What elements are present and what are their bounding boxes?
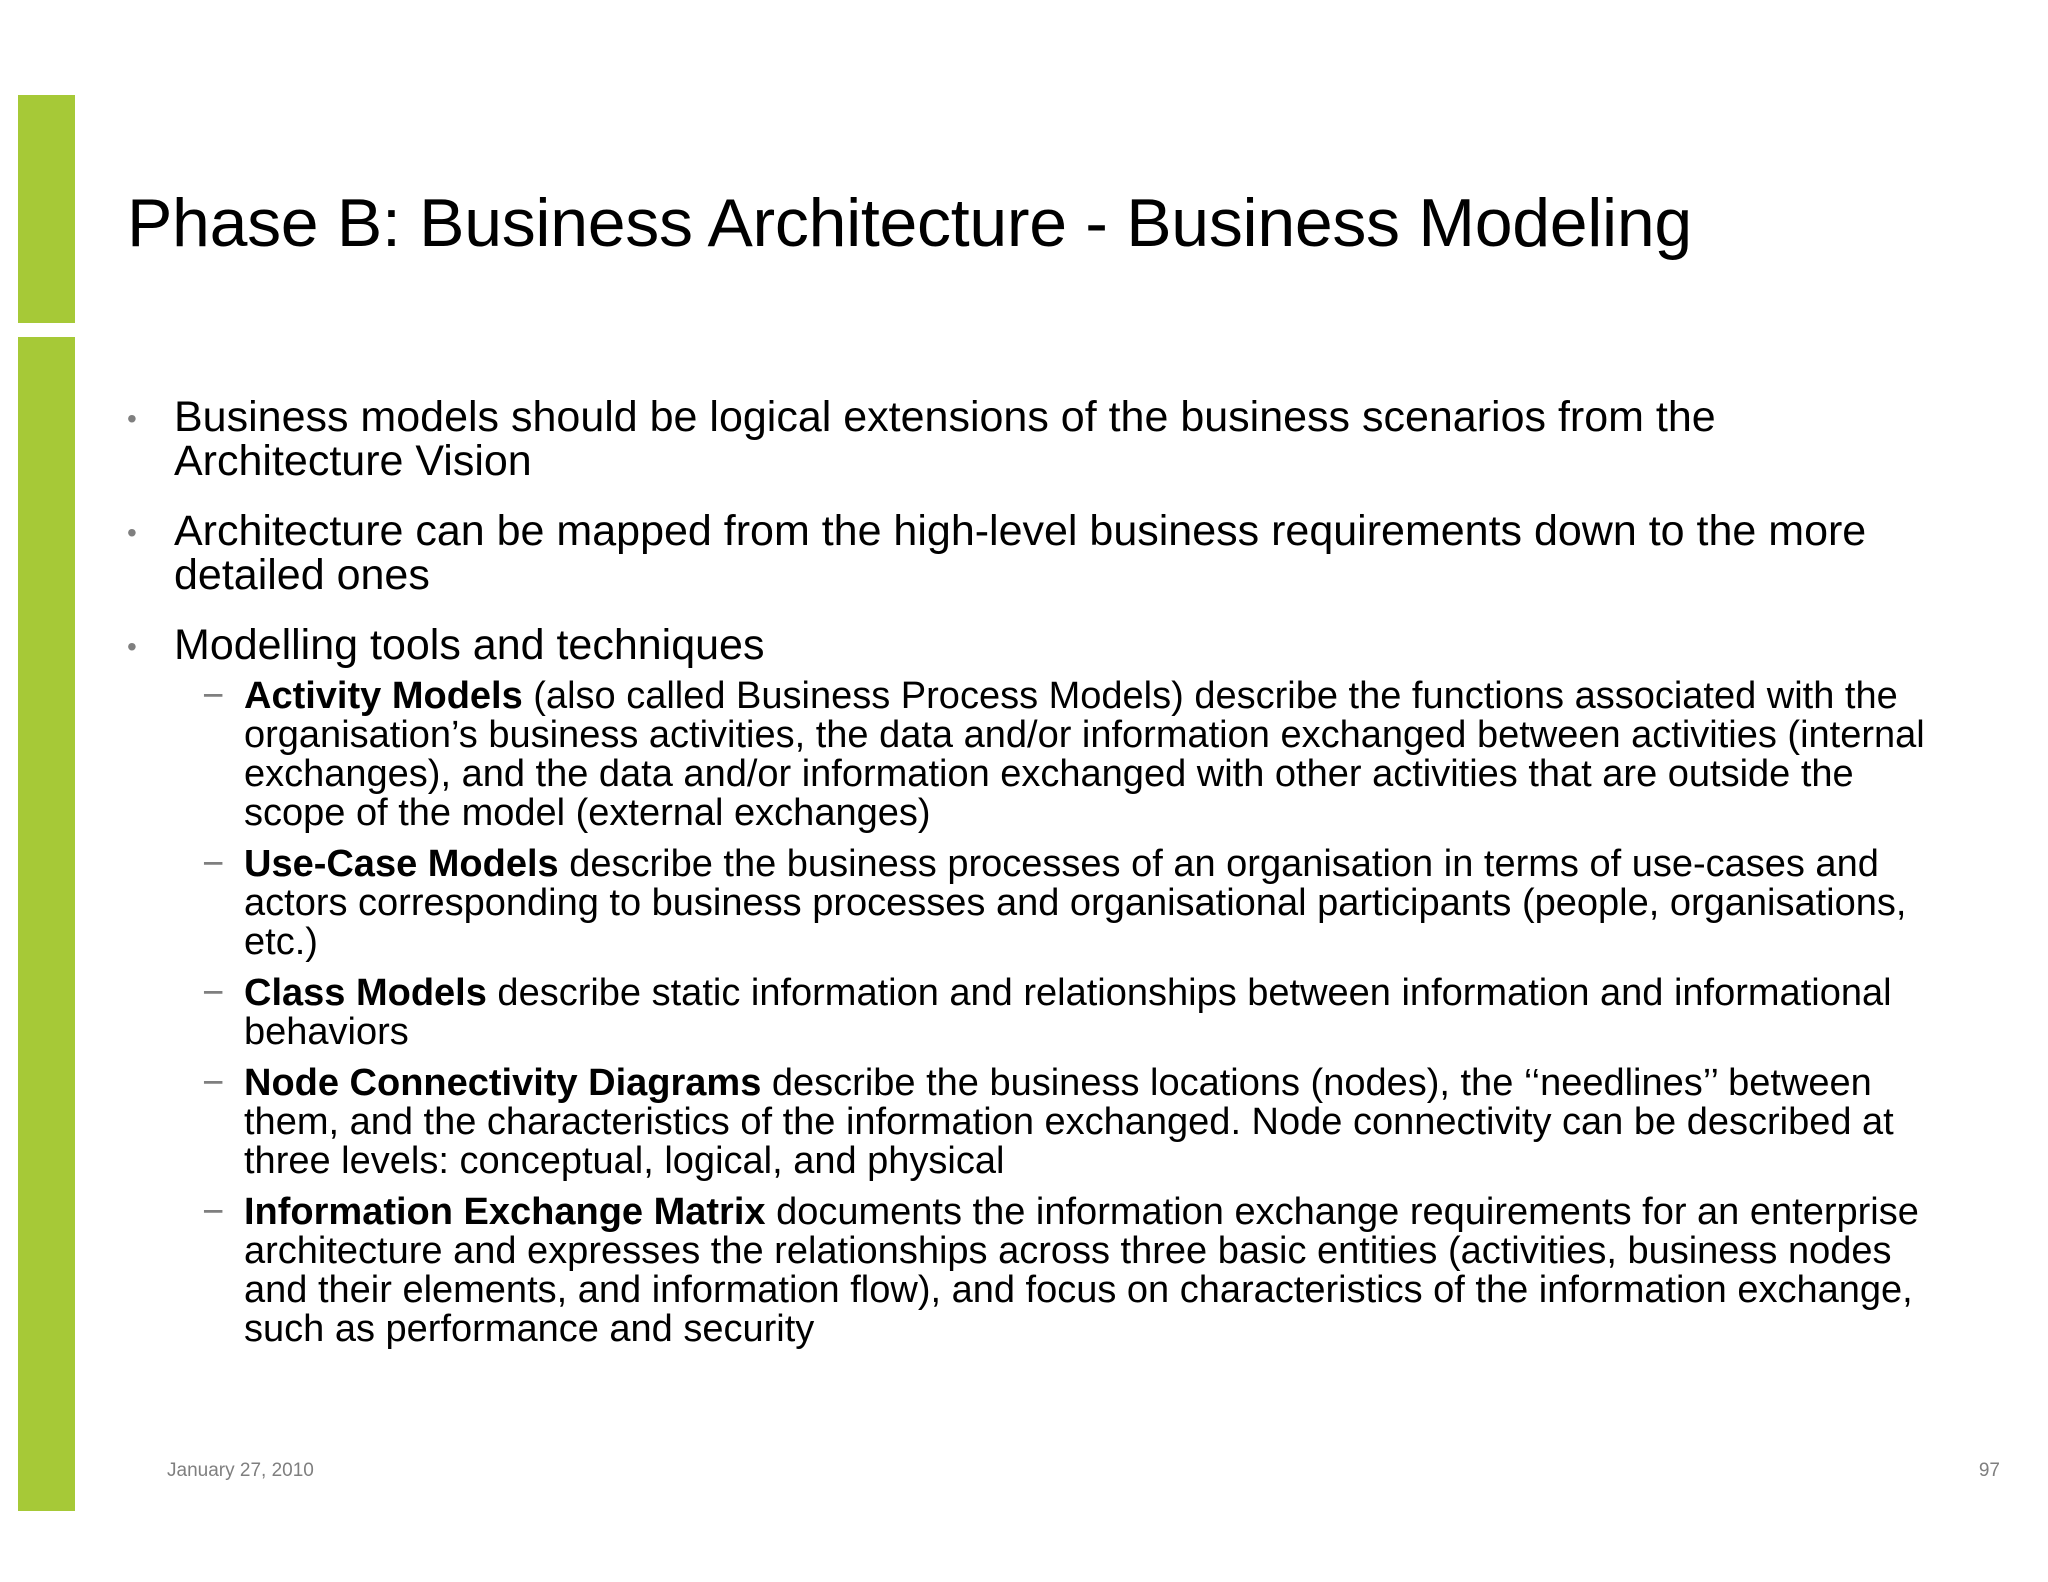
bullet-text: Architecture can be mapped from the high-level business requirements down to the more detailed ones	[174, 507, 1867, 599]
bullet-text: Modelling tools and techniques	[174, 621, 765, 669]
term: Use-Case Models	[244, 843, 559, 885]
sub-bullet-item	[202, 843, 1944, 963]
page-number: 97	[1978, 1460, 2000, 1481]
sub-bullet-item	[202, 1062, 1944, 1182]
slide-content	[127, 395, 1947, 1361]
sub-bullet-item	[202, 1191, 1944, 1350]
dash-icon: −	[202, 972, 225, 1014]
slide-title: Phase B: Business Architecture - Business Modeling	[127, 185, 1692, 261]
accent-bar-top	[18, 95, 75, 323]
bullet-text: Business models should be logical extensions of the business scenarios from the Architecture Vision	[174, 393, 1716, 485]
accent-bar-bottom	[18, 337, 75, 1511]
bullet-dot-icon: •	[127, 517, 137, 548]
dash-icon: −	[202, 1191, 225, 1233]
bullet-dot-icon: •	[127, 631, 137, 662]
description: documents the information exchange requirements for an enterprise architecture and expresses the relationships across three basic entities (activities, business nodes and their elements, and information flow), and focus on characteristics of the information exchange, such as performance and security	[244, 1191, 1919, 1350]
dash-icon: −	[202, 1062, 225, 1104]
sub-bullet-list	[202, 675, 1944, 1350]
bullet-dot-icon: •	[127, 403, 137, 434]
sub-bullet-item	[202, 972, 1944, 1053]
description: (also called Business Process Models) describe the functions associated with the organisation’s business activities, the data and/or information exchanged between activities (internal exchanges), and the data and/or information exchanged with other activities that are outside the scope of the model (external exchanges)	[244, 675, 1925, 834]
term: Activity Models	[244, 675, 523, 717]
term: Information Exchange Matrix	[244, 1191, 766, 1233]
term: Class Models	[244, 972, 487, 1014]
bullet-item	[127, 509, 1954, 597]
dash-icon: −	[202, 843, 225, 885]
bullet-item	[127, 395, 1954, 483]
description: describe the business processes of an organisation in terms of use-cases and actors corresponding to business processes and organisational participants (people, organisations, etc.)	[244, 843, 1907, 963]
term: Node Connectivity Diagrams	[244, 1062, 762, 1104]
sub-bullet-item	[202, 675, 1944, 834]
description: describe static information and relationships between information and informational behaviors	[244, 972, 1892, 1053]
bullet-item	[127, 623, 1954, 1349]
footer-date: January 27, 2010	[167, 1460, 314, 1481]
description: describe the business locations (nodes), the ‘‘needlines’’ between them, and the characteristics of the information exchanged. Node connectivity can be described at three levels: conceptual, logical, and physical	[244, 1062, 1894, 1182]
dash-icon: −	[202, 675, 225, 717]
